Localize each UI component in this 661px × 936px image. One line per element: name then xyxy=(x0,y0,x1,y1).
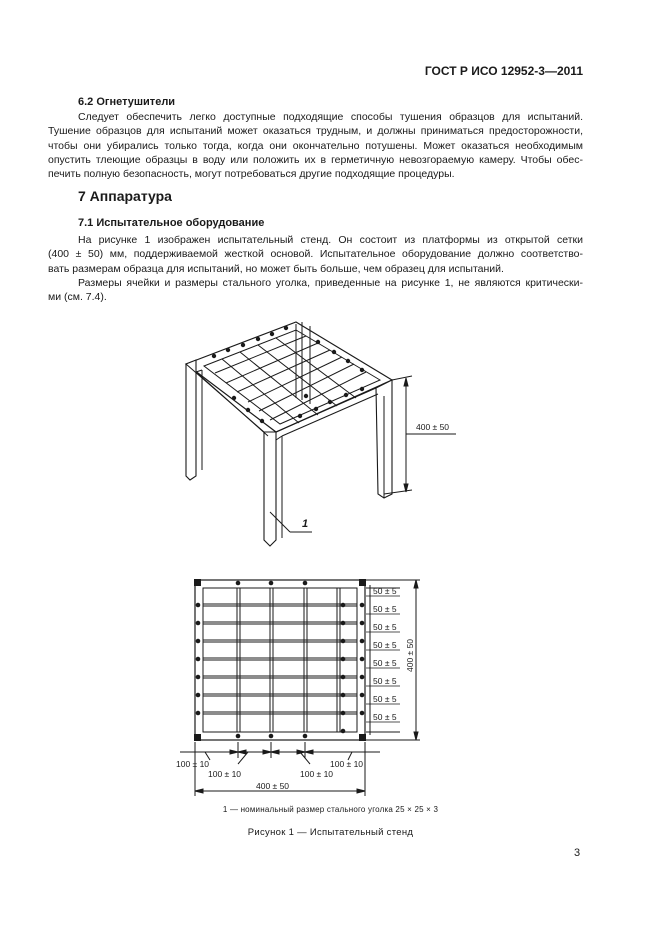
overall-vertical-dim-label: 400 ± 50 xyxy=(405,638,415,672)
vertical-dim-label: 50 ± 5 xyxy=(373,658,397,668)
section-heading-7: 7 Аппаратура xyxy=(78,188,172,204)
page-number: 3 xyxy=(574,847,581,859)
figure-note: 1 — номинальный размер стального уголка 25 × 25 × 3 xyxy=(222,805,439,814)
paragraph-line: Следует обеспечить легко доступные подходящие способы тушения образцов для испытаний. xyxy=(78,111,583,123)
section-heading-7-1: 7.1 Испытательное оборудование xyxy=(78,217,265,229)
bottom-dim-label: 100 ± 10 xyxy=(208,769,242,779)
paragraph-line: На рисунке 1 изображен испытательный стенд. Он состоит из платформы из открытой сетки xyxy=(78,234,583,246)
section-heading-6-2: 6.2 Огнетушители xyxy=(78,96,176,108)
vertical-dim-label: 50 ± 5 xyxy=(373,622,397,632)
isometric-test-stand xyxy=(186,322,456,546)
vertical-dim-label: 50 ± 5 xyxy=(373,676,397,686)
vertical-dim-label: 50 ± 5 xyxy=(373,586,397,596)
vertical-dim-label: 50 ± 5 xyxy=(373,640,397,650)
height-dimension-label: 400 ± 50 xyxy=(416,422,450,432)
bottom-dim-label: 100 ± 10 xyxy=(176,759,210,769)
vertical-dim-label: 50 ± 5 xyxy=(373,694,397,704)
paragraph-line: печить полную безопасность, могут потребоваться другие подходящие процедуры. xyxy=(48,168,455,181)
paragraph-line: чтобы они убирались только тогда, когда они окончательно потушены. Может оказаться необходимым xyxy=(48,139,583,152)
callout-number: 1 xyxy=(302,518,309,530)
paragraph-line: (400 ± 50) мм, поддерживаемой жесткой основой. Испытательное оборудование должно соответство- xyxy=(48,248,583,261)
bottom-dim-label: 100 ± 10 xyxy=(330,759,364,769)
document-header: ГОСТ Р ИСО 12952-3—2011 xyxy=(424,64,583,78)
bottom-dim-label: 100 ± 10 xyxy=(300,769,334,779)
vertical-dim-label: 50 ± 5 xyxy=(373,712,397,722)
paragraph-line: опустить тлеющие образцы в воду или положить их в герметичную невозгораемую камеру. Чтобы обес- xyxy=(48,153,583,166)
paragraph-line: Размеры ячейки и размеры стального уголка, приведенные на рисунке 1, не являются критически- xyxy=(78,276,583,289)
overall-horizontal-dim-label: 400 ± 50 xyxy=(256,781,290,791)
figure-caption: Рисунок 1 — Испытательный стенд xyxy=(247,827,414,838)
vertical-dim-label: 50 ± 5 xyxy=(373,604,397,614)
paragraph-line: ми (см. 7.4). xyxy=(48,291,107,304)
paragraph-line: вать размерам образца для испытаний, но может быть больше, чем образец для испытаний. xyxy=(48,262,504,275)
paragraph-line: Тушение образцов для испытаний может оказаться трудным, и должны приниматься предосторожности, xyxy=(48,125,583,138)
